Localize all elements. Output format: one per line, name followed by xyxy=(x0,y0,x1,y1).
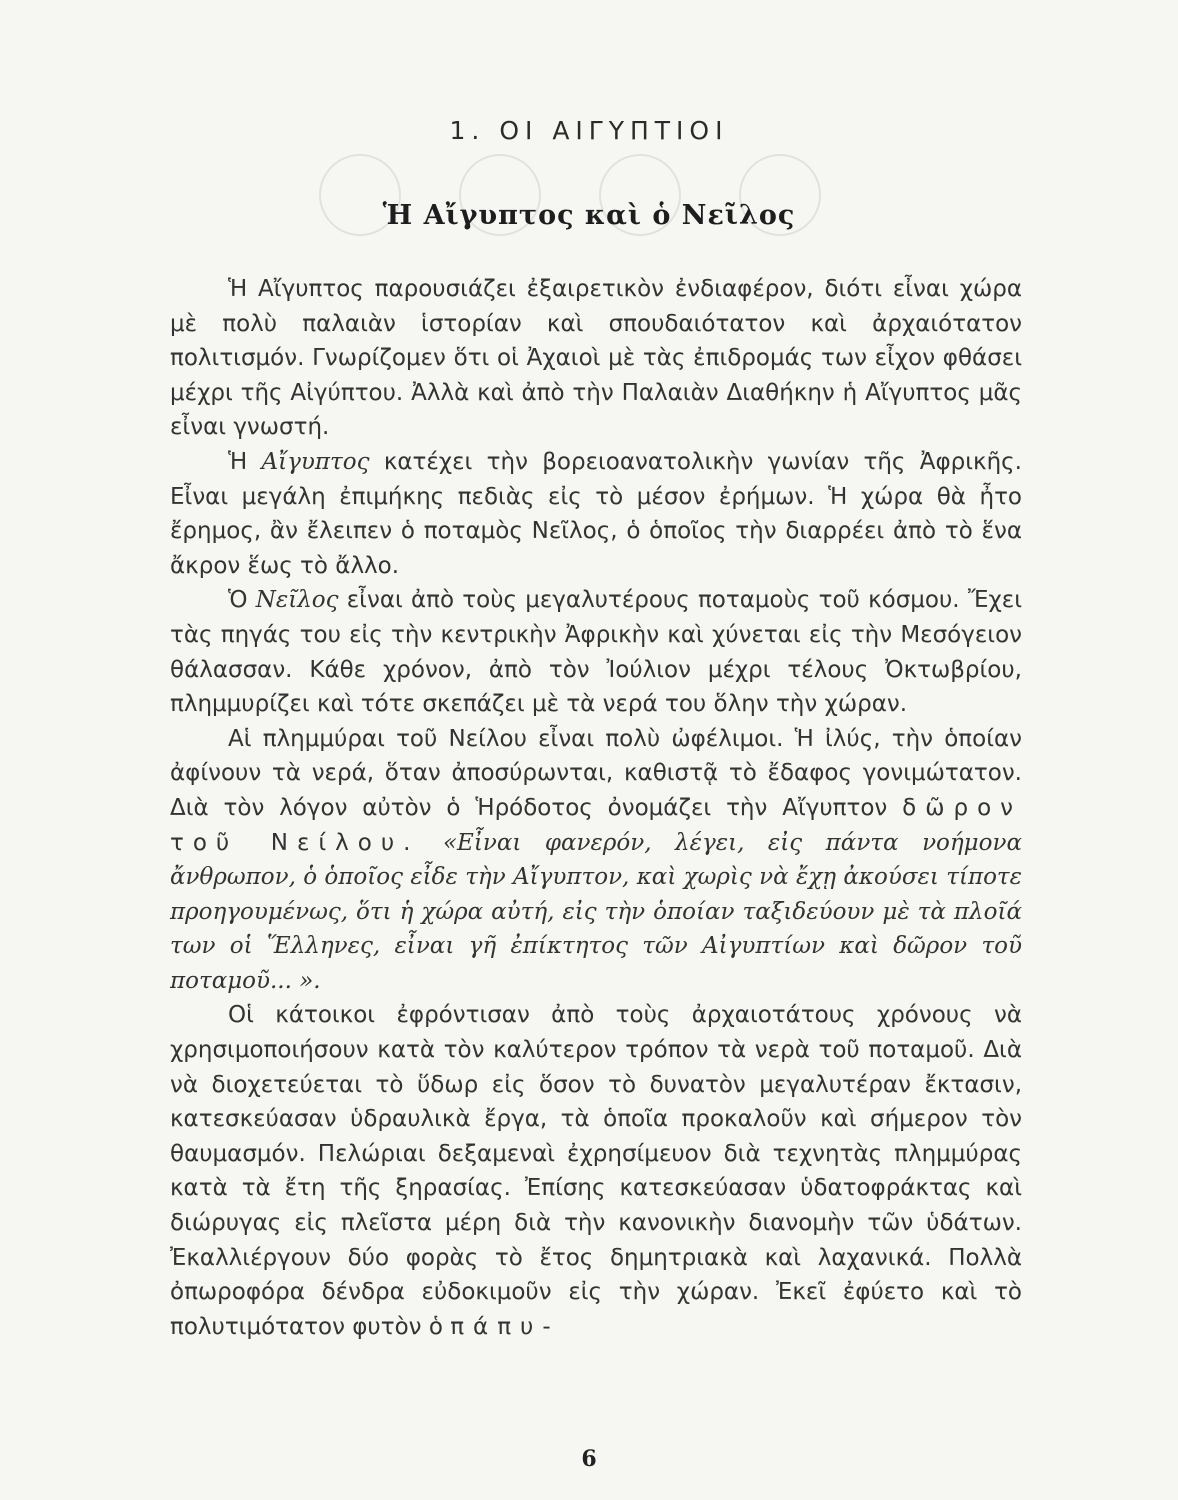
body-text xyxy=(170,272,1022,1344)
paragraph-5 xyxy=(170,998,1022,1344)
paragraph-3 xyxy=(170,583,1022,721)
paragraph-4-spaced-phrase: δῶρον τοῦ Νείλου. xyxy=(170,794,1022,856)
paragraph-2-italic-term: Αἴγυπτος xyxy=(261,448,370,475)
paragraph-5-spaced-word: πάπυ- xyxy=(450,1313,560,1340)
paragraph-3-rest: εἶναι ἀπὸ τοὺς μεγαλυτέρους ποταμοὺς τοῦ κόσμου. Ἔχει τὰς πηγάς του εἰς τὴν κεντρικὴν Ἀφρικὴν καὶ χύνεται εἰς τὴν Μεσόγειον θάλασσαν. Κάθε χρόνον, ἀπὸ τὸν Ἰούλιον μέχρι τέλους Ὀκτωβρίου, πλημμυρίζει καὶ τότε σκεπάζει μὲ τὰ νερά του ὅλην τὴν χώραν. xyxy=(170,587,1022,718)
section-title: Ἡ Αἴγυπτος καὶ ὁ Νεῖλος xyxy=(382,200,796,231)
page-number: 6 xyxy=(581,1446,597,1472)
paragraph-5-start: Οἱ κάτοικοι ἐφρόντισαν ἀπὸ τοὺς ἀρχαιοτάτους χρόνους νὰ χρησιμοποιήσουν κατὰ τὸν καλύτερον τρόπον τὰ νερὰ τοῦ ποταμοῦ. Διὰ νὰ διοχετεύεται τὸ ὕδωρ εἰς ὅσον τὸ δυνατὸν μεγαλυτέραν ἔκτασιν, κατεσκεύασαν ὑδραυλικὰ ἔργα, τὰ ὁποῖα προκαλοῦν καὶ σήμερον τὸν θαυμασμόν. Πελώριαι δεξαμεναὶ ἐχρησίμευον διὰ τεχνητὰς πλημμύρας κατὰ τὰ ἔτη τῆς ξηρασίας. Ἐπίσης κατεσκεύασαν ὑδατοφράκτας καὶ διώρυγας εἰς πλεῖστα μέρη διὰ τὴν κανονικὴν διανομὴν τῶν ὑδάτων. Ἐκαλλιέργουν δύο φορὰς τὸ ἔτος δημητριακὰ καὶ λαχανικά. Πολλὰ ὀπωροφόρα δένδρα εὐδοκιμοῦν εἰς τὴν χώραν. Ἐκεῖ ἐφύετο καὶ τὸ πολυτιμότατον φυτὸν ὁ xyxy=(170,1002,1022,1340)
chapter-title: 1. ΟΙ ΑΙΓΥΠΤΙΟΙ xyxy=(449,116,729,145)
paragraph-2-rest: κατέχει τὴν βορειοανατολικὴν γωνίαν τῆς Ἀφρικῆς. Εἶναι μεγάλη ἐπιμήκης πεδιὰς εἰς τὸ μέσον ἐρήμων. Ἡ χώρα θὰ ἦτο ἔρημος, ἂν ἔλειπεν ὁ ποταμὸς Νεῖλος, ὁ ὁποῖος τὴν διαρρέει ἀπὸ τὸ ἕνα ἄκρον ἕως τὸ ἄλλο. xyxy=(170,448,1022,579)
paragraph-2-start: Ἡ xyxy=(228,448,262,475)
paragraph-4-start: Αἱ πλημμύραι τοῦ Νείλου εἶναι πολὺ ὠφέλιμοι. Ἡ ἰλύς, τὴν ὁποίαν ἀφίνουν τὰ νερά, ὅταν ἀποσύρωνται, καθιστᾷ τὸ ἔδαφος γονιμώτατον. Διὰ τὸν λόγον αὐτὸν ὁ Ἡρόδοτος ὀνομάζει τὴν Αἴγυπτον xyxy=(170,725,1022,821)
herodotus-quote: «Εἶναι φανερόν, λέγει, εἰς πάντα νοήμονα ἄνθρωπον, ὁ ὁποῖος εἶδε τὴν Αἴγυπτον, καὶ χωρὶς νὰ ἔχῃ ἀκούσει τίποτε προηγουμένως, ὅτι ἡ χώρα αὐτή, εἰς τὴν ὁποίαν ταξιδεύουν μὲ τὰ πλοῖά των οἱ Ἕλληνες, εἶναι γῆ ἐπίκτητος τῶν Αἰγυπτίων καὶ δῶρον τοῦ ποταμοῦ... ». xyxy=(170,829,1022,994)
paragraph-1: Ἡ Αἴγυπτος παρουσιάζει ἐξαιρετικὸν ἐνδιαφέρον, διότι εἶναι χώρα μὲ πολὺ παλαιὰν ἱστορίαν καὶ σπουδαιότατον καὶ ἀρχαιότατον πολιτισμόν. Γνωρίζομεν ὅτι οἱ Ἀχαιοὶ μὲ τὰς ἐπιδρομάς των εἶχον φθάσει μέχρι τῆς Αἰγύπτου. Ἀλλὰ καὶ ἀπὸ τὴν Παλαιὰν Διαθήκην ἡ Αἴγυπτος μᾶς εἶναι γνωστή. xyxy=(170,276,1022,441)
paragraph-2 xyxy=(170,445,1022,583)
paragraph-3-italic-term: Νεῖλος xyxy=(255,587,339,614)
paragraph-4 xyxy=(170,722,1022,999)
paragraph-3-start: Ὁ xyxy=(228,587,256,614)
